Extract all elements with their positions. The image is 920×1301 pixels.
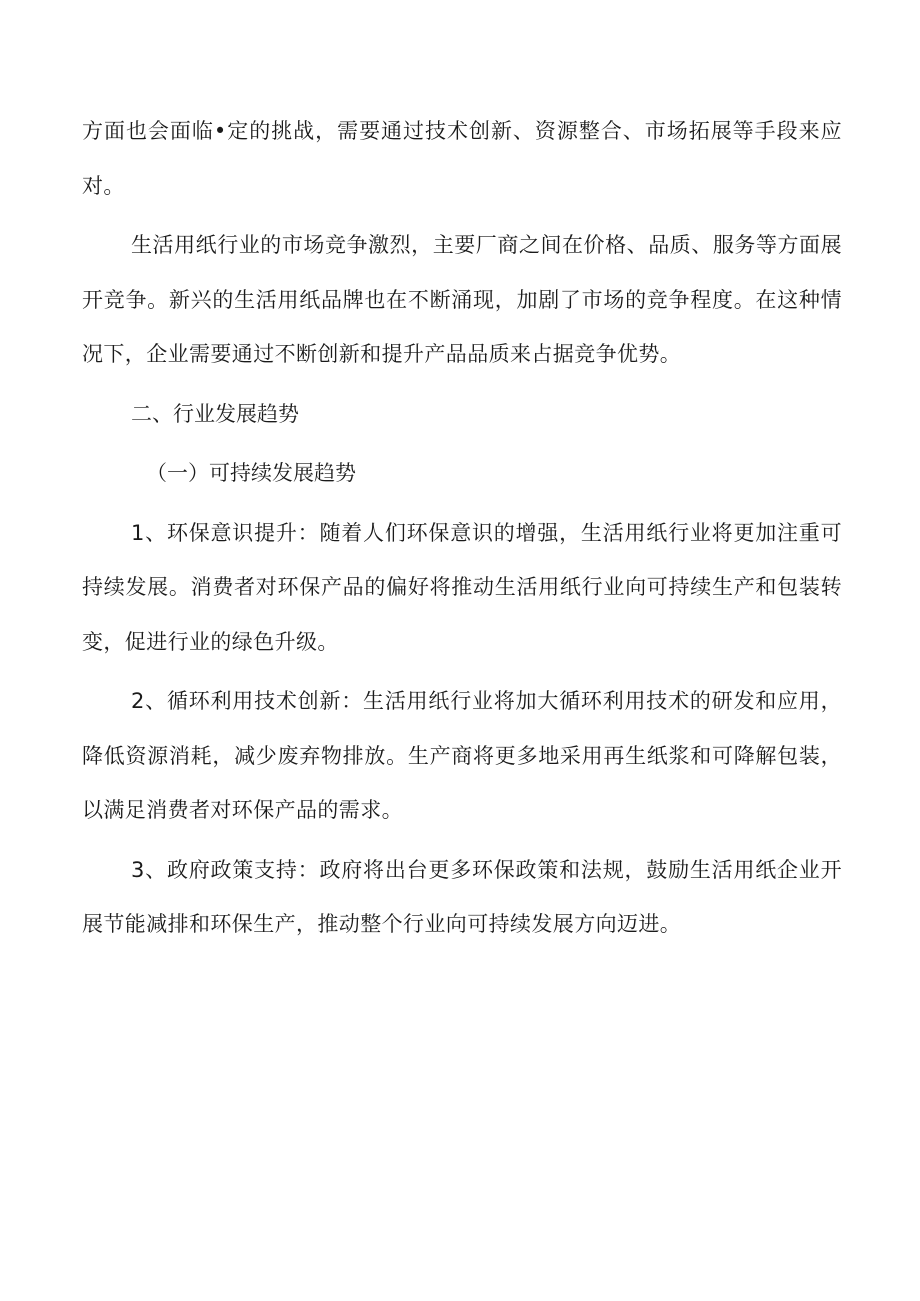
section-heading-industry-trends: 二、行业发展趋势 [131, 401, 299, 426]
list-item-recycling-innovation: 2、循环利用技术创新：生活用纸行业将加大循环利用技术的研发和应用，降低资源消耗，减少废弃物排放。生产商将更多地采用再生纸浆和可降解包装，以满足消费者对环保产品的需求。 [82, 689, 842, 822]
list-item-environmental-awareness: 1、环保意识提升：随着人们环保意识的增强，生活用纸行业将更加注重可持续发展。消费者对环保产品的偏好将推动生活用纸行业向可持续生产和包装转变，促进行业的绿色升级。 [82, 520, 842, 654]
document-body [82, 104, 842, 952]
list-item-government-policy: 3、政府政策支持：政府将出台更多环保政策和法规，鼓励生活用纸企业开展节能减排和环保生产，推动整个行业向可持续发展方向迈进。 [82, 857, 842, 936]
paragraph-continuation: 方面也会面临•定的挑战，需要通过技术创新、资源整合、市场拓展等手段来应对。 [82, 119, 842, 198]
paragraph-market-competition: 生活用纸行业的市场竞争激烈，主要厂商之间在价格、品质、服务等方面展开竞争。新兴的生活用纸品牌也在不断涌现，加剧了市场的竞争程度。在这种情况下，企业需要通过不断创新和提升产品品质来占据竞争优势。 [82, 233, 842, 366]
subsection-heading-sustainability: （一）可持续发展趋势 [146, 461, 356, 485]
